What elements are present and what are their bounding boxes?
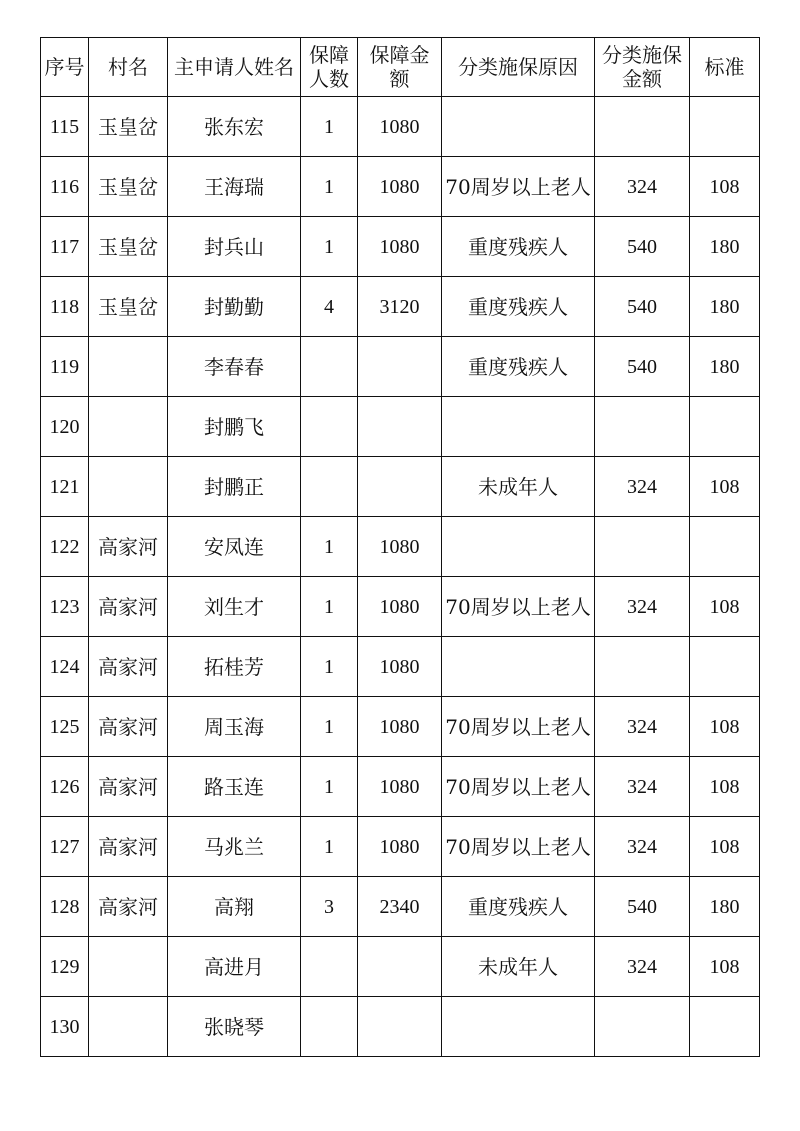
cell-applicant-name: 张晓琴 [168, 997, 301, 1057]
cell-serial-number: 128 [41, 877, 89, 937]
table-body [41, 97, 760, 1057]
cell-village-name: 玉皇岔 [89, 97, 168, 157]
cell-covered-count: 1 [301, 157, 358, 217]
cell-covered-count: 1 [301, 697, 358, 757]
cell-village-name: 玉皇岔 [89, 217, 168, 277]
cell-applicant-name: 安凤连 [168, 517, 301, 577]
cell-category-reason [442, 637, 595, 697]
cell-applicant-name: 高进月 [168, 937, 301, 997]
cell-village-name [89, 397, 168, 457]
allowance-table [40, 37, 760, 1057]
cell-covered-amount: 1080 [358, 697, 442, 757]
cell-covered-amount: 1080 [358, 517, 442, 577]
cell-category-amount: 324 [595, 937, 690, 997]
cell-serial-number: 129 [41, 937, 89, 997]
cell-category-amount [595, 997, 690, 1057]
header-applicant-name: 主申请人姓名 [168, 38, 301, 97]
cell-covered-amount: 1080 [358, 757, 442, 817]
cell-covered-amount: 2340 [358, 877, 442, 937]
cell-covered-count: 1 [301, 97, 358, 157]
cell-applicant-name: 路玉连 [168, 757, 301, 817]
cell-category-amount: 324 [595, 817, 690, 877]
cell-category-reason: 重度残疾人 [442, 277, 595, 337]
cell-serial-number: 116 [41, 157, 89, 217]
cell-covered-amount: 1080 [358, 817, 442, 877]
cell-covered-amount [358, 457, 442, 517]
header-covered-count: 保障人数 [301, 38, 358, 97]
cell-village-name: 高家河 [89, 757, 168, 817]
cell-standard: 108 [690, 697, 760, 757]
cell-standard: 108 [690, 937, 760, 997]
cell-applicant-name: 封兵山 [168, 217, 301, 277]
cell-standard: 108 [690, 157, 760, 217]
table-row [41, 817, 760, 877]
cell-covered-amount: 1080 [358, 97, 442, 157]
cell-covered-amount [358, 337, 442, 397]
cell-village-name: 玉皇岔 [89, 277, 168, 337]
cell-village-name [89, 997, 168, 1057]
cell-serial-number: 125 [41, 697, 89, 757]
cell-covered-count: 3 [301, 877, 358, 937]
table-row [41, 97, 760, 157]
table-row [41, 877, 760, 937]
cell-category-reason: 70周岁以上老人 [442, 577, 595, 637]
cell-category-reason: 70周岁以上老人 [442, 757, 595, 817]
cell-standard: 108 [690, 817, 760, 877]
cell-serial-number: 127 [41, 817, 89, 877]
cell-covered-count: 1 [301, 217, 358, 277]
cell-applicant-name: 张东宏 [168, 97, 301, 157]
cell-village-name: 高家河 [89, 877, 168, 937]
cell-serial-number: 117 [41, 217, 89, 277]
cell-village-name [89, 937, 168, 997]
cell-standard: 180 [690, 337, 760, 397]
cell-category-amount [595, 637, 690, 697]
cell-covered-amount: 1080 [358, 157, 442, 217]
cell-covered-count: 1 [301, 517, 358, 577]
cell-applicant-name: 马兆兰 [168, 817, 301, 877]
header-covered-amount: 保障金额 [358, 38, 442, 97]
cell-standard: 108 [690, 577, 760, 637]
cell-covered-amount: 1080 [358, 217, 442, 277]
cell-category-reason: 未成年人 [442, 457, 595, 517]
cell-category-reason: 重度残疾人 [442, 217, 595, 277]
cell-category-reason [442, 997, 595, 1057]
cell-category-reason: 70周岁以上老人 [442, 157, 595, 217]
cell-covered-amount [358, 937, 442, 997]
table-row [41, 757, 760, 817]
header-serial-number: 序号 [41, 38, 89, 97]
cell-category-reason: 重度残疾人 [442, 877, 595, 937]
cell-village-name: 玉皇岔 [89, 157, 168, 217]
header-row [41, 38, 760, 97]
cell-covered-amount: 1080 [358, 637, 442, 697]
cell-covered-count: 1 [301, 637, 358, 697]
cell-applicant-name: 封鹏飞 [168, 397, 301, 457]
cell-serial-number: 119 [41, 337, 89, 397]
cell-standard: 180 [690, 277, 760, 337]
cell-category-amount [595, 517, 690, 577]
cell-village-name: 高家河 [89, 817, 168, 877]
table-row [41, 997, 760, 1057]
cell-serial-number: 118 [41, 277, 89, 337]
table-row [41, 457, 760, 517]
cell-covered-amount [358, 997, 442, 1057]
table-row [41, 397, 760, 457]
cell-covered-amount [358, 397, 442, 457]
cell-category-amount: 324 [595, 577, 690, 637]
cell-category-amount [595, 397, 690, 457]
header-standard: 标准 [690, 38, 760, 97]
cell-serial-number: 115 [41, 97, 89, 157]
table-row [41, 277, 760, 337]
cell-standard [690, 997, 760, 1057]
cell-category-amount: 540 [595, 277, 690, 337]
header-category-amount: 分类施保金额 [595, 38, 690, 97]
cell-applicant-name: 高翔 [168, 877, 301, 937]
cell-applicant-name: 拓桂芳 [168, 637, 301, 697]
table-header [41, 38, 760, 97]
cell-category-amount: 540 [595, 217, 690, 277]
cell-serial-number: 120 [41, 397, 89, 457]
cell-covered-count: 1 [301, 757, 358, 817]
cell-standard [690, 97, 760, 157]
cell-category-reason: 未成年人 [442, 937, 595, 997]
cell-category-reason: 70周岁以上老人 [442, 817, 595, 877]
cell-covered-amount: 3120 [358, 277, 442, 337]
cell-serial-number: 121 [41, 457, 89, 517]
cell-applicant-name: 刘生才 [168, 577, 301, 637]
cell-category-reason [442, 397, 595, 457]
cell-category-amount: 540 [595, 337, 690, 397]
cell-category-reason: 重度残疾人 [442, 337, 595, 397]
cell-serial-number: 122 [41, 517, 89, 577]
cell-covered-count [301, 397, 358, 457]
cell-standard: 180 [690, 877, 760, 937]
cell-standard [690, 637, 760, 697]
table-row [41, 937, 760, 997]
cell-covered-count: 1 [301, 817, 358, 877]
cell-serial-number: 130 [41, 997, 89, 1057]
cell-category-amount: 324 [595, 697, 690, 757]
cell-standard [690, 397, 760, 457]
table-row [41, 517, 760, 577]
cell-village-name: 高家河 [89, 637, 168, 697]
cell-category-reason [442, 517, 595, 577]
header-category-reason: 分类施保原因 [442, 38, 595, 97]
cell-applicant-name: 王海瑞 [168, 157, 301, 217]
cell-village-name [89, 337, 168, 397]
cell-serial-number: 126 [41, 757, 89, 817]
cell-village-name: 高家河 [89, 697, 168, 757]
cell-serial-number: 124 [41, 637, 89, 697]
cell-covered-amount: 1080 [358, 577, 442, 637]
header-village-name: 村名 [89, 38, 168, 97]
cell-category-reason [442, 97, 595, 157]
cell-standard [690, 517, 760, 577]
cell-applicant-name: 李春春 [168, 337, 301, 397]
cell-serial-number: 123 [41, 577, 89, 637]
cell-applicant-name: 周玉海 [168, 697, 301, 757]
cell-covered-count: 1 [301, 577, 358, 637]
cell-covered-count [301, 997, 358, 1057]
cell-village-name [89, 457, 168, 517]
cell-village-name: 高家河 [89, 517, 168, 577]
table-row [41, 337, 760, 397]
cell-standard: 108 [690, 457, 760, 517]
cell-covered-count [301, 937, 358, 997]
cell-applicant-name: 封勤勤 [168, 277, 301, 337]
table-row [41, 217, 760, 277]
table-row [41, 637, 760, 697]
cell-covered-count [301, 457, 358, 517]
cell-category-reason: 70周岁以上老人 [442, 697, 595, 757]
cell-category-amount: 540 [595, 877, 690, 937]
cell-standard: 108 [690, 757, 760, 817]
cell-category-amount: 324 [595, 757, 690, 817]
cell-applicant-name: 封鹏正 [168, 457, 301, 517]
table-row [41, 577, 760, 637]
cell-covered-count [301, 337, 358, 397]
table-row [41, 697, 760, 757]
table-row [41, 157, 760, 217]
cell-village-name: 高家河 [89, 577, 168, 637]
cell-category-amount [595, 97, 690, 157]
cell-covered-count: 4 [301, 277, 358, 337]
cell-category-amount: 324 [595, 157, 690, 217]
cell-category-amount: 324 [595, 457, 690, 517]
cell-standard: 180 [690, 217, 760, 277]
